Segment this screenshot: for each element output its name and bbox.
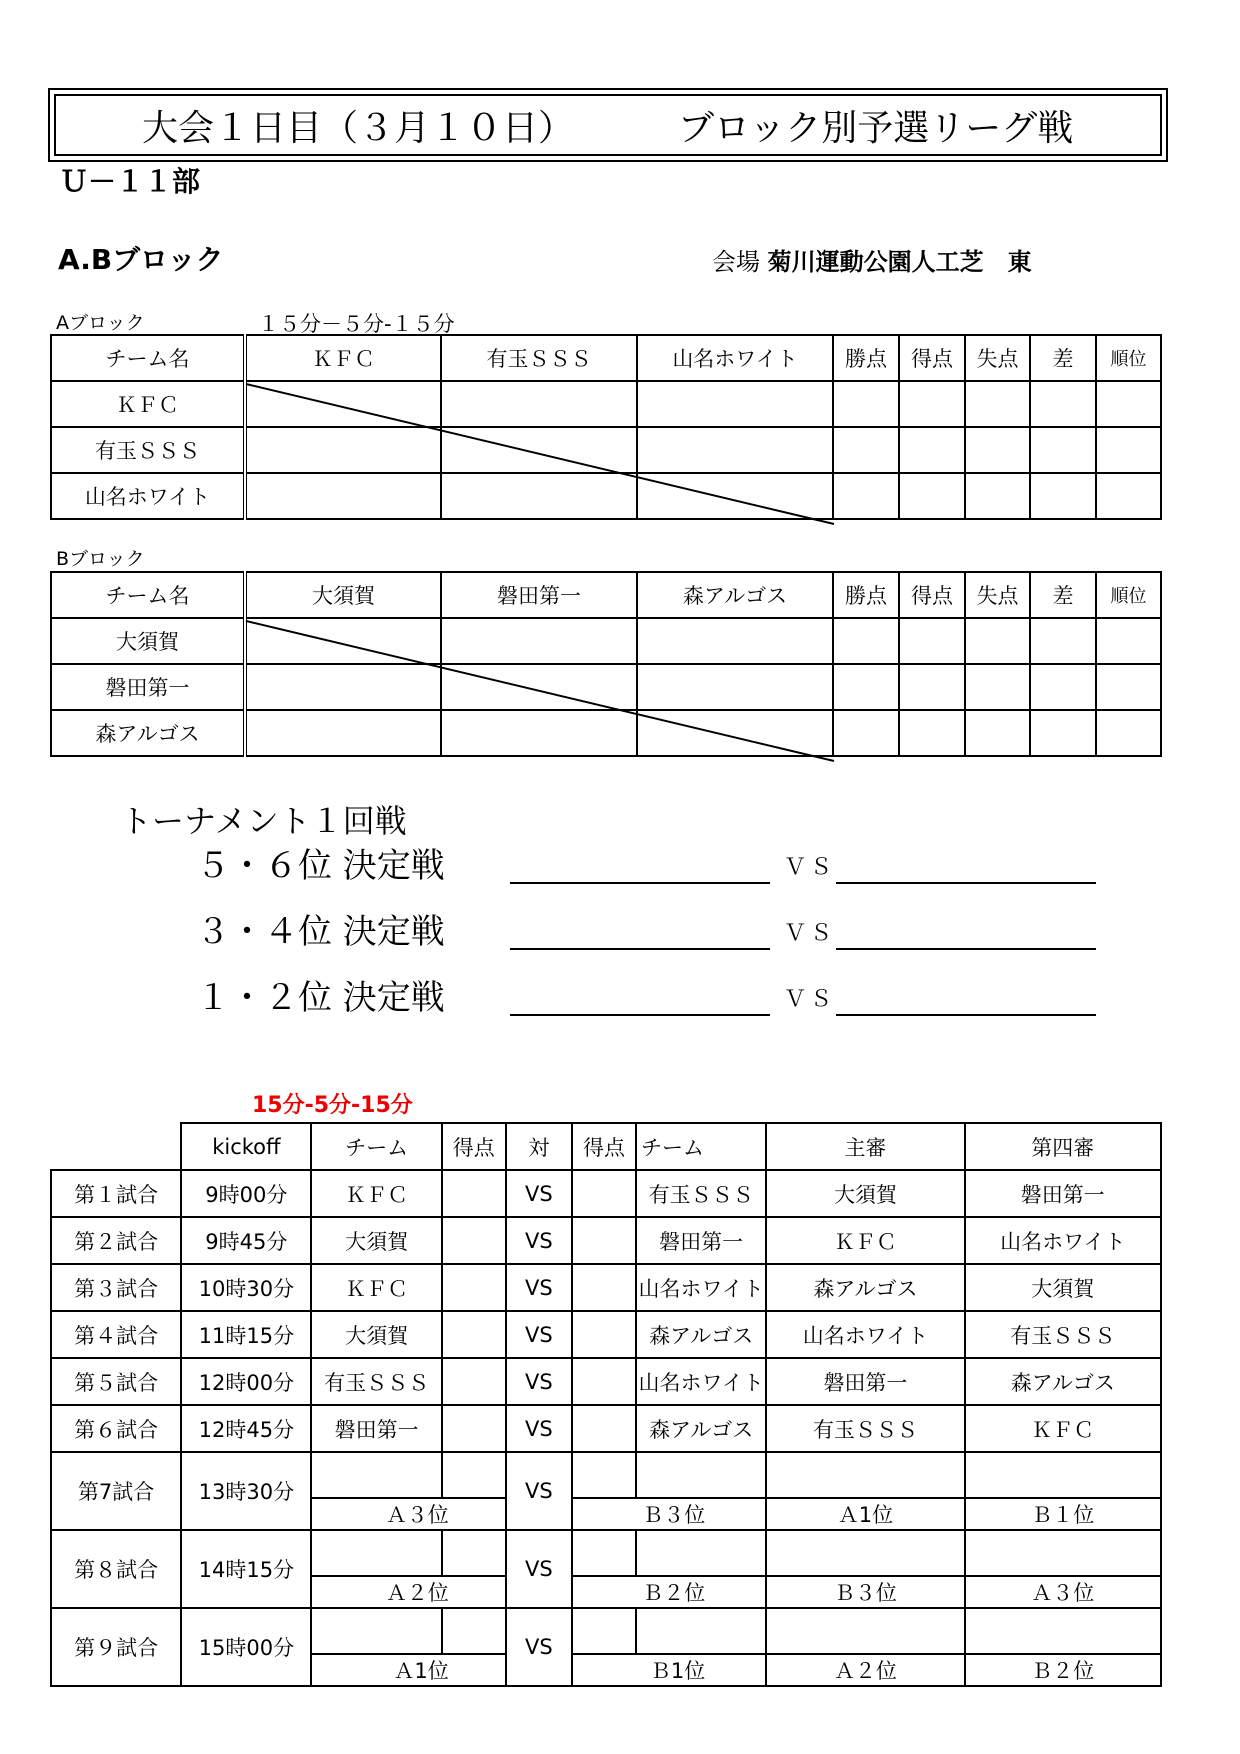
title-frame [48, 88, 1168, 162]
score-1-cell[interactable] [442, 1530, 506, 1576]
fourth-official: 山名ホワイト [965, 1217, 1161, 1264]
rank-cell[interactable] [1096, 427, 1161, 473]
score-2-cell[interactable] [572, 1608, 636, 1654]
referee-seed: Ａ２位 [766, 1654, 964, 1686]
result-cell[interactable] [245, 664, 441, 710]
score-2-cell[interactable] [572, 1530, 636, 1576]
table-row [51, 1264, 1161, 1311]
team-2: 磐田第一 [636, 1217, 766, 1264]
table-row [51, 427, 1161, 473]
header-goals-for: 得点 [899, 572, 965, 618]
match-number: 第５試合 [51, 1358, 181, 1405]
score-2-cell[interactable] [572, 1170, 636, 1217]
header-score-2: 得点 [572, 1123, 636, 1170]
vs-cell: VS [506, 1264, 572, 1311]
vs-label: ＶＳ [784, 855, 837, 880]
tournament-row-top [51, 1452, 1161, 1498]
score-1-cell[interactable] [442, 1170, 506, 1217]
fourth-official: 磐田第一 [965, 1170, 1161, 1217]
header-fourth-official: 第四審 [965, 1123, 1161, 1170]
team-2: 有玉ＳＳＳ [636, 1170, 766, 1217]
team-1-seed: Ａ1位 [311, 1654, 505, 1686]
table-row [51, 1405, 1161, 1452]
team-1: 磐田第一 [311, 1405, 441, 1452]
header-difference: 差 [1030, 572, 1096, 618]
block-a-label: Aブロック [56, 312, 145, 334]
goals-for-cell[interactable] [899, 427, 965, 473]
score-2-cell[interactable] [572, 1358, 636, 1405]
referee-entry[interactable] [766, 1608, 964, 1654]
score-1-cell[interactable] [442, 1264, 506, 1311]
fourth-official: 大須賀 [965, 1264, 1161, 1311]
vs-cell: VS [506, 1452, 572, 1530]
header-goals-against: 失点 [965, 572, 1030, 618]
team-2: 森アルゴス [636, 1405, 766, 1452]
title-inner-frame [54, 94, 1162, 156]
block-b-header-row [51, 572, 1161, 618]
placement-match-label: ５・６位 決定戦 [196, 846, 445, 886]
match-number: 第１試合 [51, 1170, 181, 1217]
header-rank: 順位 [1096, 572, 1161, 618]
vs-cell: VS [506, 1358, 572, 1405]
goals-against-cell[interactable] [965, 473, 1030, 519]
vs-cell: VS [506, 1608, 572, 1686]
points-cell[interactable] [833, 664, 899, 710]
tournament-row-top [51, 1608, 1161, 1654]
score-2-cell[interactable] [572, 1405, 636, 1452]
table-row [51, 710, 1161, 756]
table-row [51, 664, 1161, 710]
kickoff-time: 13時30分 [181, 1452, 311, 1530]
score-2-cell[interactable] [572, 1264, 636, 1311]
block-a-header-row [51, 335, 1161, 381]
goals-against-cell[interactable] [965, 381, 1030, 427]
match-number: 第４試合 [51, 1311, 181, 1358]
header-score-1: 得点 [442, 1123, 506, 1170]
table-row [51, 381, 1161, 427]
referee: ＫＦＣ [766, 1217, 964, 1264]
referee: 山名ホワイト [766, 1311, 964, 1358]
team-2: 山名ホワイト [636, 1358, 766, 1405]
rank-cell[interactable] [1096, 618, 1161, 664]
team-1: ＫＦＣ [311, 1170, 441, 1217]
kickoff-time: 9時45分 [181, 1217, 311, 1264]
result-cell[interactable] [637, 710, 833, 756]
header-team-name: チーム名 [51, 335, 245, 381]
result-cell[interactable] [637, 427, 833, 473]
fourth-official-entry[interactable] [965, 1608, 1161, 1654]
header-team-2: 有玉ＳＳＳ [441, 335, 637, 381]
difference-cell[interactable] [1030, 618, 1096, 664]
block-a-table-wrap [50, 334, 1162, 520]
result-cell[interactable] [441, 473, 637, 519]
difference-cell[interactable] [1030, 664, 1096, 710]
team-1: ＫＦＣ [311, 1264, 441, 1311]
fourth-official-seed: Ｂ１位 [965, 1498, 1161, 1530]
kickoff-time: 11時15分 [181, 1311, 311, 1358]
schedule-header-row [51, 1123, 1161, 1170]
goals-against-cell[interactable] [965, 710, 1030, 756]
block-b-table-wrap [50, 571, 1162, 757]
kickoff-time: 10時30分 [181, 1264, 311, 1311]
header-rank: 順位 [1096, 335, 1161, 381]
result-cell[interactable] [245, 473, 441, 519]
team-2-seed: Ｂ３位 [572, 1498, 766, 1530]
score-1-cell[interactable] [442, 1452, 506, 1498]
result-cell[interactable] [637, 664, 833, 710]
result-cell[interactable] [245, 618, 441, 664]
table-row [51, 1217, 1161, 1264]
vs-cell: VS [506, 1170, 572, 1217]
team-blank-line[interactable] [836, 948, 1096, 950]
goals-for-cell[interactable] [899, 381, 965, 427]
match-number: 第３試合 [51, 1264, 181, 1311]
header-referee: 主審 [766, 1123, 964, 1170]
result-cell[interactable] [245, 381, 441, 427]
rank-cell[interactable] [1096, 381, 1161, 427]
result-cell[interactable] [441, 427, 637, 473]
team-blank-line[interactable] [510, 1014, 770, 1016]
team-2-seed: Ｂ２位 [572, 1576, 766, 1608]
kickoff-time: 12時45分 [181, 1405, 311, 1452]
table-row [51, 1311, 1161, 1358]
rank-cell[interactable] [1096, 664, 1161, 710]
match-number: 第６試合 [51, 1405, 181, 1452]
vs-cell: VS [506, 1405, 572, 1452]
goals-against-cell[interactable] [965, 618, 1030, 664]
score-2-cell[interactable] [572, 1452, 636, 1498]
result-cell[interactable] [637, 381, 833, 427]
team-2-seed: Ｂ1位 [572, 1654, 766, 1686]
tournament-row-top [51, 1530, 1161, 1576]
kickoff-time: 15時00分 [181, 1608, 311, 1686]
match-number: 第８試合 [51, 1530, 181, 1608]
team-2-entry[interactable] [636, 1452, 766, 1498]
result-cell[interactable] [637, 473, 833, 519]
referee: 大須賀 [766, 1170, 964, 1217]
header-points: 勝点 [833, 572, 899, 618]
referee-seed: Ｂ３位 [766, 1576, 964, 1608]
goals-against-cell[interactable] [965, 427, 1030, 473]
score-2-cell[interactable] [572, 1217, 636, 1264]
referee-entry[interactable] [766, 1452, 964, 1498]
score-1-cell[interactable] [442, 1405, 506, 1452]
team-name-cell: 有玉ＳＳＳ [51, 427, 245, 473]
score-1-cell[interactable] [442, 1311, 506, 1358]
rank-cell[interactable] [1096, 710, 1161, 756]
header-goals-for: 得点 [899, 335, 965, 381]
goals-against-cell[interactable] [965, 664, 1030, 710]
points-cell[interactable] [833, 710, 899, 756]
division-label: Ｕ－１１部 [60, 165, 201, 198]
goals-for-cell[interactable] [899, 710, 965, 756]
header-team-1: ＫＦＣ [245, 335, 441, 381]
result-cell[interactable] [441, 710, 637, 756]
kickoff-time: 9時00分 [181, 1170, 311, 1217]
fourth-official-entry[interactable] [965, 1452, 1161, 1498]
team-name-cell: 大須賀 [51, 618, 245, 664]
placement-match-label: １・２位 決定戦 [196, 978, 445, 1018]
header-blank [51, 1123, 181, 1170]
tournament-title: トーナメント１回戦 [120, 802, 407, 840]
table-row [51, 1358, 1161, 1405]
block-a-timing: １５分－５分-１５分 [258, 312, 455, 336]
team-1-seed: Ａ３位 [311, 1498, 505, 1530]
header-kickoff: kickoff [181, 1123, 311, 1170]
result-cell[interactable] [441, 381, 637, 427]
team-1: 大須賀 [311, 1311, 441, 1358]
team-2: 森アルゴス [636, 1311, 766, 1358]
venue [712, 242, 1032, 277]
header-goals-against: 失点 [965, 335, 1030, 381]
header-team-3: 森アルゴス [637, 572, 833, 618]
team-blank-line[interactable] [836, 1014, 1096, 1016]
team-2: 山名ホワイト [636, 1264, 766, 1311]
match-number: 第９試合 [51, 1608, 181, 1686]
team-1: 大須賀 [311, 1217, 441, 1264]
fourth-official-entry[interactable] [965, 1530, 1161, 1576]
fourth-official-seed: Ａ３位 [965, 1576, 1161, 1608]
header-difference: 差 [1030, 335, 1096, 381]
header-team-1: チーム [311, 1123, 441, 1170]
vs-cell: VS [506, 1311, 572, 1358]
difference-cell[interactable] [1030, 710, 1096, 756]
team-name-cell: 森アルゴス [51, 710, 245, 756]
referee-entry[interactable] [766, 1530, 964, 1576]
difference-cell[interactable] [1030, 427, 1096, 473]
vs-cell: VS [506, 1217, 572, 1264]
referee: 有玉ＳＳＳ [766, 1405, 964, 1452]
goals-for-cell[interactable] [899, 664, 965, 710]
table-row [51, 473, 1161, 519]
score-2-cell[interactable] [572, 1311, 636, 1358]
page-title: 大会１日目（３月１０日） [142, 107, 575, 149]
fourth-official: 有玉ＳＳＳ [965, 1311, 1161, 1358]
points-cell[interactable] [833, 618, 899, 664]
team-name-cell: ＫＦＣ [51, 381, 245, 427]
points-cell[interactable] [833, 381, 899, 427]
referee: 森アルゴス [766, 1264, 964, 1311]
table-row [51, 1170, 1161, 1217]
team-1: 有玉ＳＳＳ [311, 1358, 441, 1405]
header-vs: 対 [506, 1123, 572, 1170]
rank-cell[interactable] [1096, 473, 1161, 519]
fourth-official: ＫＦＣ [965, 1405, 1161, 1452]
team-1-entry[interactable] [311, 1608, 441, 1654]
kickoff-time: 12時00分 [181, 1358, 311, 1405]
referee: 磐田第一 [766, 1358, 964, 1405]
block-b-label: Bブロック [56, 548, 145, 570]
header-team-2: 磐田第一 [441, 572, 637, 618]
header-team-3: 山名ホワイト [637, 335, 833, 381]
difference-cell[interactable] [1030, 473, 1096, 519]
result-cell[interactable] [637, 618, 833, 664]
blocks-label: A.Bブロック [58, 243, 224, 276]
team-blank-line[interactable] [510, 948, 770, 950]
schedule-timing: 15分-5分-15分 [252, 1093, 413, 1118]
team-2-entry[interactable] [636, 1530, 766, 1576]
vs-label: ＶＳ [784, 987, 837, 1012]
team-name-cell: 磐田第一 [51, 664, 245, 710]
schedule-table [50, 1122, 1162, 1687]
difference-cell[interactable] [1030, 381, 1096, 427]
block-a-table [50, 334, 1162, 520]
fourth-official-seed: Ｂ２位 [965, 1654, 1161, 1686]
team-1-entry[interactable] [311, 1452, 441, 1498]
team-name-cell: 山名ホワイト [51, 473, 245, 519]
goals-for-cell[interactable] [899, 473, 965, 519]
match-number: 第２試合 [51, 1217, 181, 1264]
vs-label: ＶＳ [784, 921, 837, 946]
result-cell[interactable] [245, 710, 441, 756]
points-cell[interactable] [833, 427, 899, 473]
kickoff-time: 14時15分 [181, 1530, 311, 1608]
header-team-name: チーム名 [51, 572, 245, 618]
table-row [51, 618, 1161, 664]
header-points: 勝点 [833, 335, 899, 381]
header-team-1: 大須賀 [245, 572, 441, 618]
block-b-table [50, 571, 1162, 757]
score-1-cell[interactable] [442, 1217, 506, 1264]
header-team-2: チーム [636, 1123, 766, 1170]
match-number: 第7試合 [51, 1452, 181, 1530]
team-blank-line[interactable] [836, 882, 1096, 884]
placement-match-label: ３・４位 決定戦 [196, 912, 445, 952]
referee-seed: Ａ1位 [766, 1498, 964, 1530]
team-1-seed: Ａ２位 [311, 1576, 505, 1608]
score-1-cell[interactable] [442, 1608, 506, 1654]
vs-cell: VS [506, 1530, 572, 1608]
page-subtitle: ブロック別予選リーグ戦 [678, 107, 1074, 149]
team-2-entry[interactable] [636, 1608, 766, 1654]
points-cell[interactable] [833, 473, 899, 519]
fourth-official: 森アルゴス [965, 1358, 1161, 1405]
team-blank-line[interactable] [510, 882, 770, 884]
venue-prefix: 会場 [712, 248, 760, 276]
team-1-entry[interactable] [311, 1530, 441, 1576]
result-cell[interactable] [441, 618, 637, 664]
schedule-table-wrap [50, 1122, 1162, 1687]
score-1-cell[interactable] [442, 1358, 506, 1405]
result-cell[interactable] [441, 664, 637, 710]
result-cell[interactable] [245, 427, 441, 473]
venue-name: 菊川運動公園人工芝 東 [767, 248, 1032, 276]
goals-for-cell[interactable] [899, 618, 965, 664]
